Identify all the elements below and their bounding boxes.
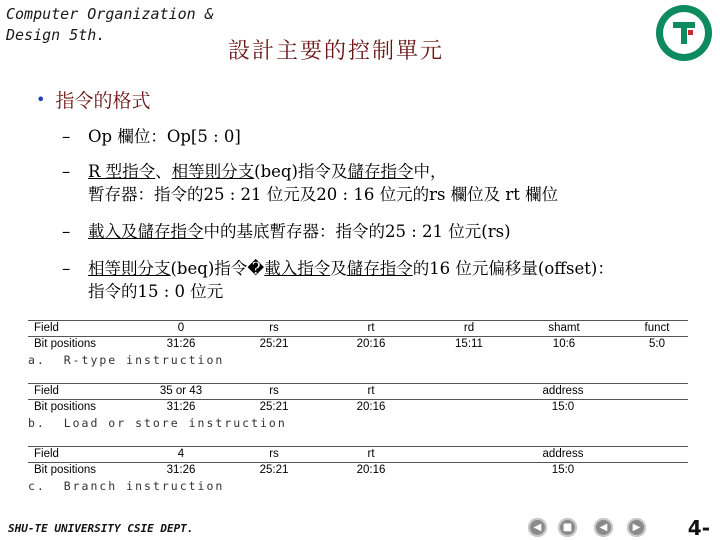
field-row — [28, 447, 688, 462]
item-2-text: 、 — [155, 162, 172, 181]
item-3-link: 載入及儲存指令 — [88, 222, 204, 241]
field-cell: 0 — [177, 322, 185, 334]
item-1-text: Op 欄位：Op[5 : 0] — [88, 127, 241, 146]
bitpos-cell: 15:11 — [455, 338, 483, 350]
load-store-format — [28, 383, 688, 430]
bitpos-cell: 15:0 — [551, 401, 575, 413]
bitpos-cell: 5:0 — [649, 338, 665, 350]
page-number: 4- — [687, 516, 710, 540]
field-cell: rs — [269, 385, 279, 397]
item-3-text: 中的基底暫存器：指令的25 : 21 位元(rs) — [203, 222, 511, 241]
footer — [0, 514, 720, 540]
prev-icon[interactable]: ◀ — [594, 518, 613, 537]
bitpos-cell: 20:16 — [356, 338, 386, 350]
branch-format — [28, 446, 688, 493]
list-item: – Op 欄位：Op[5 : 0] — [62, 127, 241, 146]
list-item: – R 型指令、相等則分支(beq)指令及儲存指令中， 暫存器：指令的25 : 21 位元及20 : 16 位元的rs 欄位及 rt 欄位 — [62, 162, 559, 204]
field-cell: funct — [644, 322, 670, 334]
next-icon[interactable]: ▶ — [627, 518, 646, 537]
item-2-text: 中， — [413, 162, 447, 181]
item-4-line-2: 指令的15 : 0 位元 — [88, 282, 224, 301]
r-type-format — [28, 320, 688, 367]
branch-caption: c. Branch instruction — [28, 479, 225, 493]
item-2-line-2: 暫存器：指令的25 : 21 位元及20 : 16 位元的rs 欄位及 rt 欄位 — [88, 185, 559, 204]
item-4-link-load: 載入指令 — [264, 259, 331, 278]
field-cell: 35 or 43 — [159, 385, 203, 397]
bitpos-label: Bit positions — [34, 338, 97, 350]
item-4-text: 的16 位元偏移量(offset)： — [412, 259, 614, 278]
item-2-text: (beq)指令 — [254, 162, 331, 181]
item-2-link-r: R 型指令 — [88, 162, 156, 181]
field-cell: rd — [463, 322, 475, 334]
list-item: – 相等則分支(beq)指令�載入指令及儲存指令的16 位元偏移量(offset)： 指令的15 : 0 位元 — [62, 259, 614, 301]
field-cell: address — [542, 385, 584, 397]
field-cell: rt — [367, 448, 375, 460]
bitpos-label: Bit positions — [34, 464, 97, 476]
item-4-link-store: 儲存指令 — [346, 259, 413, 278]
bitpos-cell: 15:0 — [551, 464, 575, 476]
field-row — [28, 321, 688, 336]
bitpos-row — [28, 400, 688, 415]
course-line-1: Computer Organization & — [6, 5, 214, 23]
r-type-caption: a. R-type instruction — [28, 353, 225, 367]
field-label: Field — [34, 385, 59, 397]
bitpos-row — [28, 463, 688, 478]
course-title — [6, 4, 214, 46]
course-line-2: Design 5th. — [6, 26, 106, 44]
field-label: Field — [34, 322, 59, 334]
field-row — [28, 384, 688, 399]
bitpos-cell: 25:21 — [259, 401, 289, 413]
item-4-link-beq: 相等則分支 — [88, 259, 171, 278]
item-4-text: 及 — [330, 259, 347, 278]
slide-title: 設計主要的控制單元 — [228, 39, 445, 64]
bitpos-cell: 31:26 — [166, 338, 196, 350]
bitpos-cell: 25:21 — [259, 338, 289, 350]
item-2-text: 及 — [330, 162, 348, 181]
bullet-dot-icon: • — [36, 90, 46, 109]
bitpos-label: Bit positions — [34, 401, 97, 413]
item-4-text: (beq)指令 — [170, 259, 248, 278]
item-4-glyph: � — [247, 259, 265, 278]
field-label: Field — [34, 448, 59, 460]
university-logo-icon — [654, 3, 714, 63]
stop-icon[interactable]: ■ — [558, 518, 577, 537]
list-item: – 載入及儲存指令中的基底暫存器：指令的25 : 21 位元(rs) — [62, 222, 511, 241]
first-icon[interactable]: ◀ — [528, 518, 547, 537]
bitpos-cell: 20:16 — [356, 401, 386, 413]
field-cell: rt — [367, 322, 375, 334]
bitpos-cell: 25:21 — [259, 464, 289, 476]
item-2-link-beq: 相等則分支 — [171, 162, 255, 181]
field-cell: 4 — [177, 448, 185, 460]
bitpos-cell: 31:26 — [166, 401, 196, 413]
field-cell: address — [542, 448, 584, 460]
item-2-link-store: 儲存指令 — [347, 162, 414, 181]
load-store-caption: b. Load or store instruction — [28, 416, 287, 430]
bitpos-row — [28, 337, 688, 352]
footer-dept: SHU-TE UNIVERSITY CSIE DEPT. — [8, 522, 194, 535]
bitpos-cell: 20:16 — [356, 464, 386, 476]
bitpos-cell: 10:6 — [552, 338, 576, 350]
bullet-text: 指令的格式 — [55, 90, 151, 112]
field-cell: shamt — [548, 322, 580, 334]
bullet-heading — [36, 86, 150, 113]
field-cell: rs — [269, 448, 279, 460]
field-cell: rt — [367, 385, 375, 397]
field-cell: rs — [269, 322, 279, 334]
bitpos-cell: 31:26 — [166, 464, 196, 476]
